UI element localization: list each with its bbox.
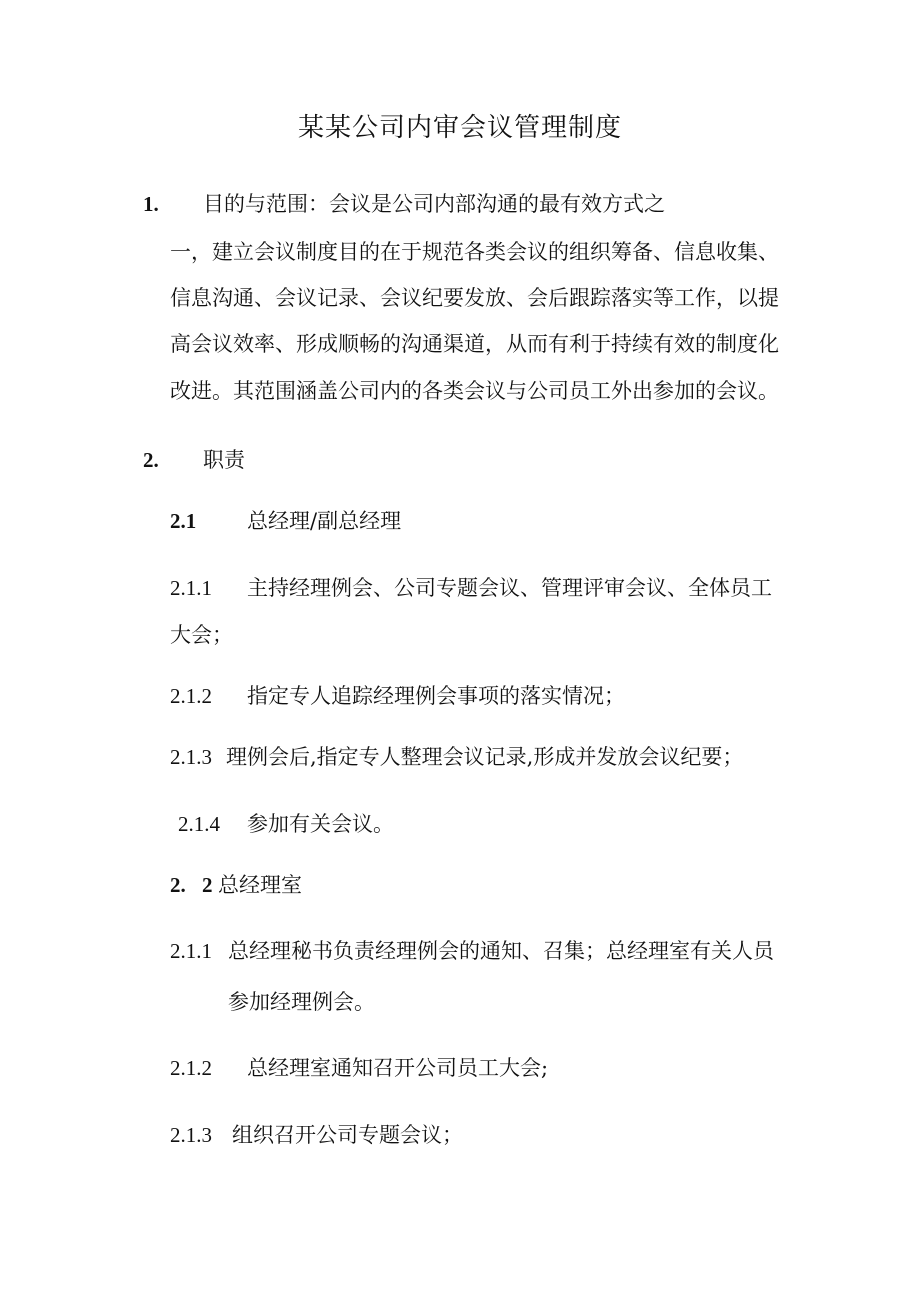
item-2-1-2 [170, 680, 625, 712]
section-1-number: 1. [143, 192, 159, 216]
item-2-2-1 [170, 935, 774, 967]
item-2-1-4-number: 2.1.4 [178, 812, 220, 836]
section-2-2-number-part: 2 [202, 873, 213, 897]
item-2-1-2-number: 2.1.2 [170, 684, 212, 708]
section-2-1-number: 2.1 [170, 509, 197, 533]
item-2-1-1-text: 主持经理例会、公司专题会议、管理评审会议、全体员工 [247, 576, 772, 600]
section-1-text-line-3: 信息沟通、会议记录、会议纪要发放、会后跟踪落实等工作，以提 [170, 286, 779, 310]
item-2-1-1 [170, 572, 772, 604]
item-2-2-1-continuation: 参加经理例会。 [228, 990, 375, 1014]
item-2-1-4 [178, 808, 394, 840]
section-1-text-line-5: 改进。其范围涵盖公司内的各类会议与公司员工外出参加的会议。 [170, 379, 779, 403]
item-2-2-3-text: 组织召开公司专题会议； [232, 1123, 463, 1147]
section-2-number: 2. [143, 448, 159, 472]
item-2-2-1-text: 总经理秘书负责经理例会的通知、召集；总经理室有关人员 [228, 939, 774, 963]
section-1-text-line-2: 一，建立会议制度目的在于规范各类会议的组织筹备、信息收集、 [170, 240, 779, 264]
item-2-2-3 [170, 1119, 463, 1151]
item-2-1-1-number: 2.1.1 [170, 576, 212, 600]
item-2-1-2-text: 指定专人追踪经理例会事项的落实情况； [247, 684, 625, 708]
section-2-2-heading [170, 869, 302, 901]
item-2-1-4-text: 参加有关会议。 [247, 812, 394, 836]
item-2-2-1-number: 2.1.1 [170, 939, 212, 963]
section-2-2-title: 总经理室 [218, 873, 302, 897]
section-1-text-line-4: 高会议效率、形成顺畅的沟通渠道，从而有利于持续有效的制度化 [170, 332, 779, 356]
section-1-text-line-1: 目的与范围：会议是公司内部沟通的最有效方式之 [203, 192, 665, 216]
section-2-title: 职责 [203, 448, 245, 472]
item-2-2-2 [170, 1052, 549, 1084]
item-2-2-3-number: 2.1.3 [170, 1123, 212, 1147]
item-2-1-1-continuation: 大会； [170, 623, 233, 647]
section-1-line-1 [143, 188, 665, 220]
item-2-2-2-number: 2.1.2 [170, 1056, 212, 1080]
item-2-1-3 [170, 741, 744, 773]
item-2-1-3-number: 2.1.3 [170, 745, 212, 769]
item-2-2-2-text: 总经理室通知召开公司员工大会; [247, 1056, 549, 1080]
item-2-1-3-text: 理例会后,指定专人整理会议记录,形成并发放会议纪要； [226, 745, 744, 769]
page-title: 某某公司内审会议管理制度 [297, 113, 622, 143]
section-2-1-heading [170, 505, 402, 537]
section-2-1-title: 总经理/副总经理 [247, 509, 402, 533]
section-2-2-number: 2. [170, 873, 186, 897]
section-2-heading [143, 444, 245, 476]
